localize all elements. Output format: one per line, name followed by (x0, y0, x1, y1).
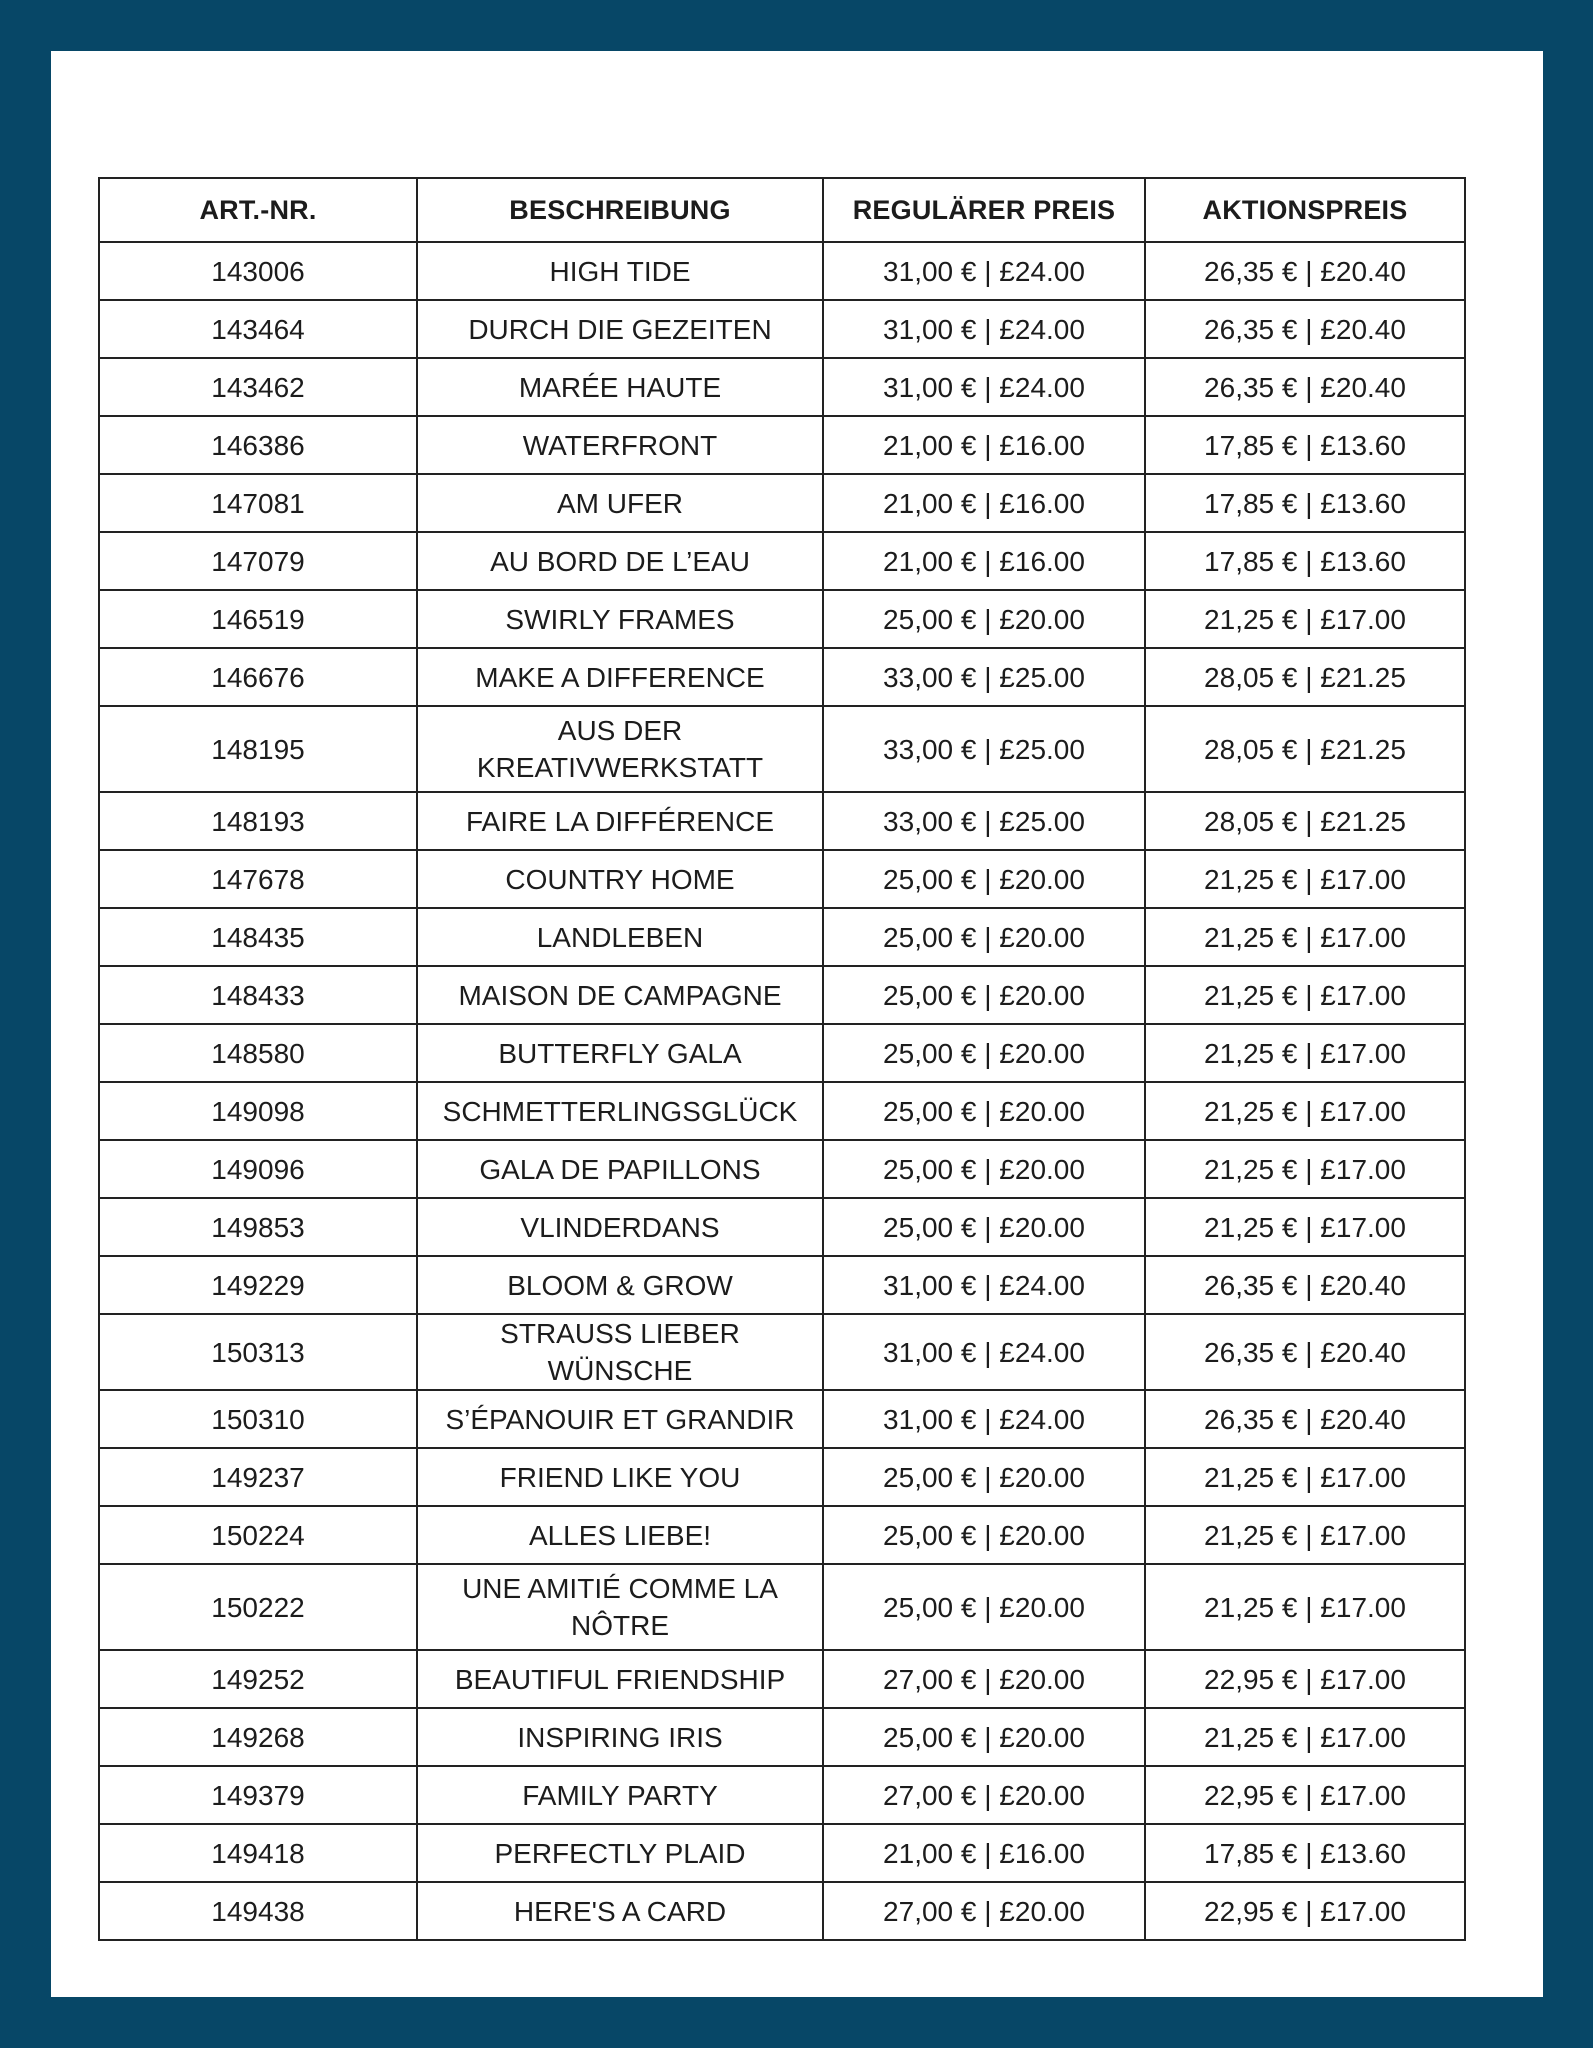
promo-price-cell: 21,25 € | £17.00 (1145, 908, 1465, 966)
regular-price-cell: 21,00 € | £16.00 (823, 474, 1145, 532)
description-cell: FAMILY PARTY (417, 1766, 823, 1824)
header-regular-price: REGULÄRER PREIS (823, 178, 1145, 242)
description-cell: INSPIRING IRIS (417, 1708, 823, 1766)
promo-price-cell: 21,25 € | £17.00 (1145, 590, 1465, 648)
regular-price-cell: 31,00 € | £24.00 (823, 358, 1145, 416)
promo-price-cell: 21,25 € | £17.00 (1145, 850, 1465, 908)
regular-price-cell: 21,00 € | £16.00 (823, 532, 1145, 590)
regular-price-cell: 25,00 € | £20.00 (823, 1708, 1145, 1766)
regular-price-cell: 33,00 € | £25.00 (823, 792, 1145, 850)
promo-price-cell: 21,25 € | £17.00 (1145, 1506, 1465, 1564)
description-cell: COUNTRY HOME (417, 850, 823, 908)
regular-price-cell: 25,00 € | £20.00 (823, 1024, 1145, 1082)
description-cell: AU BORD DE L’EAU (417, 532, 823, 590)
article-number-cell: 146676 (99, 648, 417, 706)
table-row (99, 1766, 1465, 1824)
table-row (99, 1564, 1465, 1650)
description-cell: STRAUSS LIEBER WÜNSCHE (417, 1314, 823, 1390)
promo-price-cell: 22,95 € | £17.00 (1145, 1766, 1465, 1824)
table-row (99, 1390, 1465, 1448)
regular-price-cell: 31,00 € | £24.00 (823, 1390, 1145, 1448)
regular-price-cell: 21,00 € | £16.00 (823, 416, 1145, 474)
header-description: BESCHREIBUNG (417, 178, 823, 242)
description-cell: MAKE A DIFFERENCE (417, 648, 823, 706)
article-number-cell: 147678 (99, 850, 417, 908)
article-number-cell: 147079 (99, 532, 417, 590)
article-number-cell: 146519 (99, 590, 417, 648)
table-row (99, 358, 1465, 416)
regular-price-cell: 25,00 € | £20.00 (823, 908, 1145, 966)
regular-price-cell: 31,00 € | £24.00 (823, 242, 1145, 300)
table-row (99, 1448, 1465, 1506)
description-cell: BEAUTIFUL FRIENDSHIP (417, 1650, 823, 1708)
table-row (99, 532, 1465, 590)
table-row (99, 1650, 1465, 1708)
table-row (99, 1314, 1465, 1390)
table-row (99, 1256, 1465, 1314)
promo-price-cell: 28,05 € | £21.25 (1145, 648, 1465, 706)
price-table (98, 177, 1466, 1941)
description-cell: WATERFRONT (417, 416, 823, 474)
regular-price-cell: 33,00 € | £25.00 (823, 648, 1145, 706)
table-row (99, 966, 1465, 1024)
regular-price-cell: 25,00 € | £20.00 (823, 590, 1145, 648)
regular-price-cell: 25,00 € | £20.00 (823, 1448, 1145, 1506)
article-number-cell: 148433 (99, 966, 417, 1024)
description-cell: LANDLEBEN (417, 908, 823, 966)
article-number-cell: 143464 (99, 300, 417, 358)
table-row (99, 590, 1465, 648)
article-number-cell: 148195 (99, 706, 417, 792)
promo-price-cell: 26,35 € | £20.40 (1145, 300, 1465, 358)
article-number-cell: 147081 (99, 474, 417, 532)
description-cell: S’ÉPANOUIR ET GRANDIR (417, 1390, 823, 1448)
description-cell: DURCH DIE GEZEITEN (417, 300, 823, 358)
description-cell: SCHMETTERLINGSGLÜCK (417, 1082, 823, 1140)
description-cell: FAIRE LA DIFFÉRENCE (417, 792, 823, 850)
table-row (99, 416, 1465, 474)
promo-price-cell: 21,25 € | £17.00 (1145, 1564, 1465, 1650)
promo-price-cell: 21,25 € | £17.00 (1145, 966, 1465, 1024)
promo-price-cell: 17,85 € | £13.60 (1145, 416, 1465, 474)
regular-price-cell: 25,00 € | £20.00 (823, 1198, 1145, 1256)
regular-price-cell: 31,00 € | £24.00 (823, 300, 1145, 358)
article-number-cell: 148193 (99, 792, 417, 850)
table-row (99, 1824, 1465, 1882)
regular-price-cell: 31,00 € | £24.00 (823, 1256, 1145, 1314)
article-number-cell: 149096 (99, 1140, 417, 1198)
promo-price-cell: 26,35 € | £20.40 (1145, 1314, 1465, 1390)
table-row (99, 1082, 1465, 1140)
description-cell: UNE AMITIÉ COMME LA NÔTRE (417, 1564, 823, 1650)
promo-price-cell: 21,25 € | £17.00 (1145, 1448, 1465, 1506)
description-cell: BLOOM & GROW (417, 1256, 823, 1314)
table-row (99, 706, 1465, 792)
promo-price-cell: 28,05 € | £21.25 (1145, 706, 1465, 792)
promo-price-cell: 26,35 € | £20.40 (1145, 358, 1465, 416)
header-promo-price: AKTIONSPREIS (1145, 178, 1465, 242)
regular-price-cell: 25,00 € | £20.00 (823, 1564, 1145, 1650)
table-row (99, 1882, 1465, 1940)
article-number-cell: 149438 (99, 1882, 417, 1940)
table-row (99, 792, 1465, 850)
regular-price-cell: 27,00 € | £20.00 (823, 1766, 1145, 1824)
table-row (99, 1140, 1465, 1198)
description-cell: BUTTERFLY GALA (417, 1024, 823, 1082)
promo-price-cell: 21,25 € | £17.00 (1145, 1024, 1465, 1082)
promo-price-cell: 26,35 € | £20.40 (1145, 242, 1465, 300)
header-article-number: ART.-NR. (99, 178, 417, 242)
table-row (99, 1506, 1465, 1564)
article-number-cell: 149418 (99, 1824, 417, 1882)
article-number-cell: 149237 (99, 1448, 417, 1506)
regular-price-cell: 25,00 € | £20.00 (823, 850, 1145, 908)
article-number-cell: 150310 (99, 1390, 417, 1448)
article-number-cell: 149229 (99, 1256, 417, 1314)
description-cell: GALA DE PAPILLONS (417, 1140, 823, 1198)
table-header-row (99, 178, 1465, 242)
table-row (99, 1708, 1465, 1766)
promo-price-cell: 22,95 € | £17.00 (1145, 1650, 1465, 1708)
table-row (99, 850, 1465, 908)
table-row (99, 300, 1465, 358)
article-number-cell: 148580 (99, 1024, 417, 1082)
article-number-cell: 143462 (99, 358, 417, 416)
promo-price-cell: 21,25 € | £17.00 (1145, 1198, 1465, 1256)
regular-price-cell: 27,00 € | £20.00 (823, 1650, 1145, 1708)
description-cell: PERFECTLY PLAID (417, 1824, 823, 1882)
description-cell: ALLES LIEBE! (417, 1506, 823, 1564)
article-number-cell: 149379 (99, 1766, 417, 1824)
description-cell: FRIEND LIKE YOU (417, 1448, 823, 1506)
promo-price-cell: 21,25 € | £17.00 (1145, 1082, 1465, 1140)
regular-price-cell: 25,00 € | £20.00 (823, 1140, 1145, 1198)
article-number-cell: 146386 (99, 416, 417, 474)
promo-price-cell: 26,35 € | £20.40 (1145, 1390, 1465, 1448)
promo-price-cell: 26,35 € | £20.40 (1145, 1256, 1465, 1314)
table-body (99, 242, 1465, 1940)
article-number-cell: 150313 (99, 1314, 417, 1390)
description-cell: HERE'S A CARD (417, 1882, 823, 1940)
promo-price-cell: 22,95 € | £17.00 (1145, 1882, 1465, 1940)
article-number-cell: 143006 (99, 242, 417, 300)
promo-price-cell: 21,25 € | £17.00 (1145, 1708, 1465, 1766)
promo-price-cell: 17,85 € | £13.60 (1145, 532, 1465, 590)
table-row (99, 648, 1465, 706)
promo-price-cell: 17,85 € | £13.60 (1145, 474, 1465, 532)
regular-price-cell: 21,00 € | £16.00 (823, 1824, 1145, 1882)
description-cell: HIGH TIDE (417, 242, 823, 300)
description-cell: MARÉE HAUTE (417, 358, 823, 416)
article-number-cell: 150224 (99, 1506, 417, 1564)
document-page (51, 51, 1543, 1997)
table-row (99, 1024, 1465, 1082)
regular-price-cell: 25,00 € | £20.00 (823, 966, 1145, 1024)
regular-price-cell: 25,00 € | £20.00 (823, 1506, 1145, 1564)
description-cell: AUS DER KREATIVWERKSTATT (417, 706, 823, 792)
promo-price-cell: 17,85 € | £13.60 (1145, 1824, 1465, 1882)
promo-price-cell: 21,25 € | £17.00 (1145, 1140, 1465, 1198)
promo-price-cell: 28,05 € | £21.25 (1145, 792, 1465, 850)
article-number-cell: 150222 (99, 1564, 417, 1650)
article-number-cell: 149268 (99, 1708, 417, 1766)
table-row (99, 474, 1465, 532)
description-cell: AM UFER (417, 474, 823, 532)
description-cell: SWIRLY FRAMES (417, 590, 823, 648)
description-cell: VLINDERDANS (417, 1198, 823, 1256)
table-row (99, 1198, 1465, 1256)
table-row (99, 242, 1465, 300)
article-number-cell: 148435 (99, 908, 417, 966)
article-number-cell: 149098 (99, 1082, 417, 1140)
regular-price-cell: 31,00 € | £24.00 (823, 1314, 1145, 1390)
regular-price-cell: 33,00 € | £25.00 (823, 706, 1145, 792)
article-number-cell: 149853 (99, 1198, 417, 1256)
regular-price-cell: 25,00 € | £20.00 (823, 1082, 1145, 1140)
description-cell: MAISON DE CAMPAGNE (417, 966, 823, 1024)
article-number-cell: 149252 (99, 1650, 417, 1708)
regular-price-cell: 27,00 € | £20.00 (823, 1882, 1145, 1940)
table-row (99, 908, 1465, 966)
